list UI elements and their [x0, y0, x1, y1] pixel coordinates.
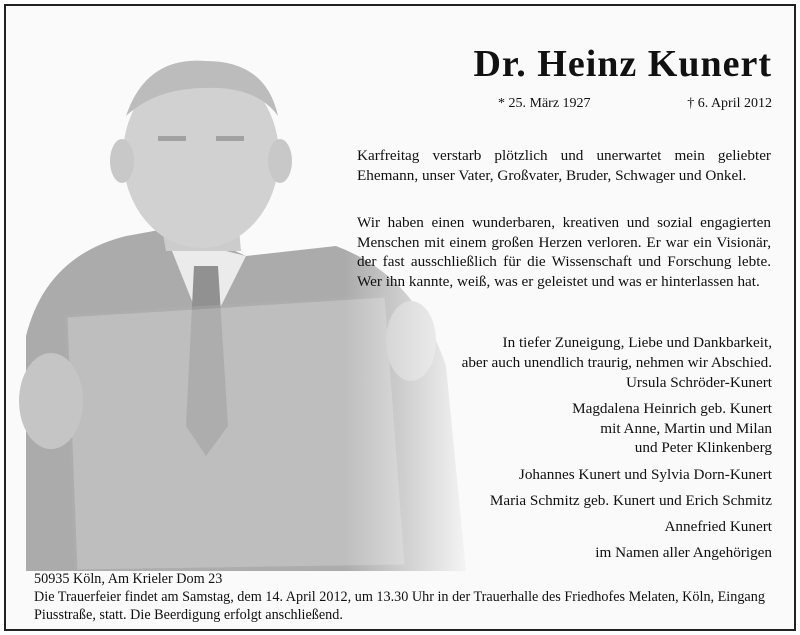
- tribute-paragraph: Wir haben einen wunderbaren, kreativen und sozial engagierten Menschen mit einem großen Herzen verloren. Er war ein Visionär, der fast ausschließlich für die Wissenschaft und Forschung lebte. Wer ihn kannte, weiß, was er geleistet und was er hinterlassen hat.: [357, 214, 771, 290]
- mourner-entry: [664, 517, 772, 537]
- family-address: 50935 Köln, Am Krieler Dom 23: [34, 571, 223, 587]
- mourner-line: Johannes Kunert und Sylvia Dorn-Kunert: [518, 466, 772, 483]
- mourner-line: Ursula Schröder-Kunert: [625, 374, 772, 391]
- mourner-line: und Peter Klinkenberg: [634, 439, 772, 456]
- mourner-line: Maria Schmitz geb. Kunert und Erich Schmitz: [489, 492, 772, 509]
- death-date: † 6. April 2012: [687, 96, 772, 111]
- closing-line: In tiefer Zuneigung, Liebe und Dankbarkeit,: [502, 334, 772, 351]
- mourner-entry: [626, 373, 772, 393]
- deceased-name: Dr. Heinz Kunert: [473, 43, 772, 85]
- closing-words: [462, 333, 772, 372]
- mourner-line: mit Anne, Martin und Milan: [600, 419, 772, 437]
- closing-line: aber auch unendlich traurig, nehmen wir Abschied.: [461, 353, 772, 371]
- mourner-entry: [490, 491, 772, 511]
- mourner-line: im Namen aller Angehörigen: [595, 544, 772, 561]
- mourner-line: Magdalena Heinrich geb. Kunert: [572, 400, 772, 417]
- obituary-notice: [4, 4, 796, 631]
- announcement-paragraph: Karfreitag verstarb plötzlich und unerwartet mein geliebter Ehemann, unser Vater, Großvater, Bruder, Schwager und Onkel.: [357, 147, 771, 184]
- mourner-line: Annefried Kunert: [664, 518, 772, 535]
- birth-date: * 25. März 1927: [498, 96, 591, 111]
- mourner-entry: [572, 399, 772, 458]
- mourner-entry: [519, 465, 772, 485]
- mourner-entry: [595, 543, 772, 563]
- funeral-information: Die Trauerfeier findet am Samstag, dem 14. April 2012, um 13.30 Uhr in der Trauerhalle des Friedhofes Melaten, Köln, Eingang Piusstraße, statt. Die Beerdigung erfolgt anschließend.: [34, 589, 765, 623]
